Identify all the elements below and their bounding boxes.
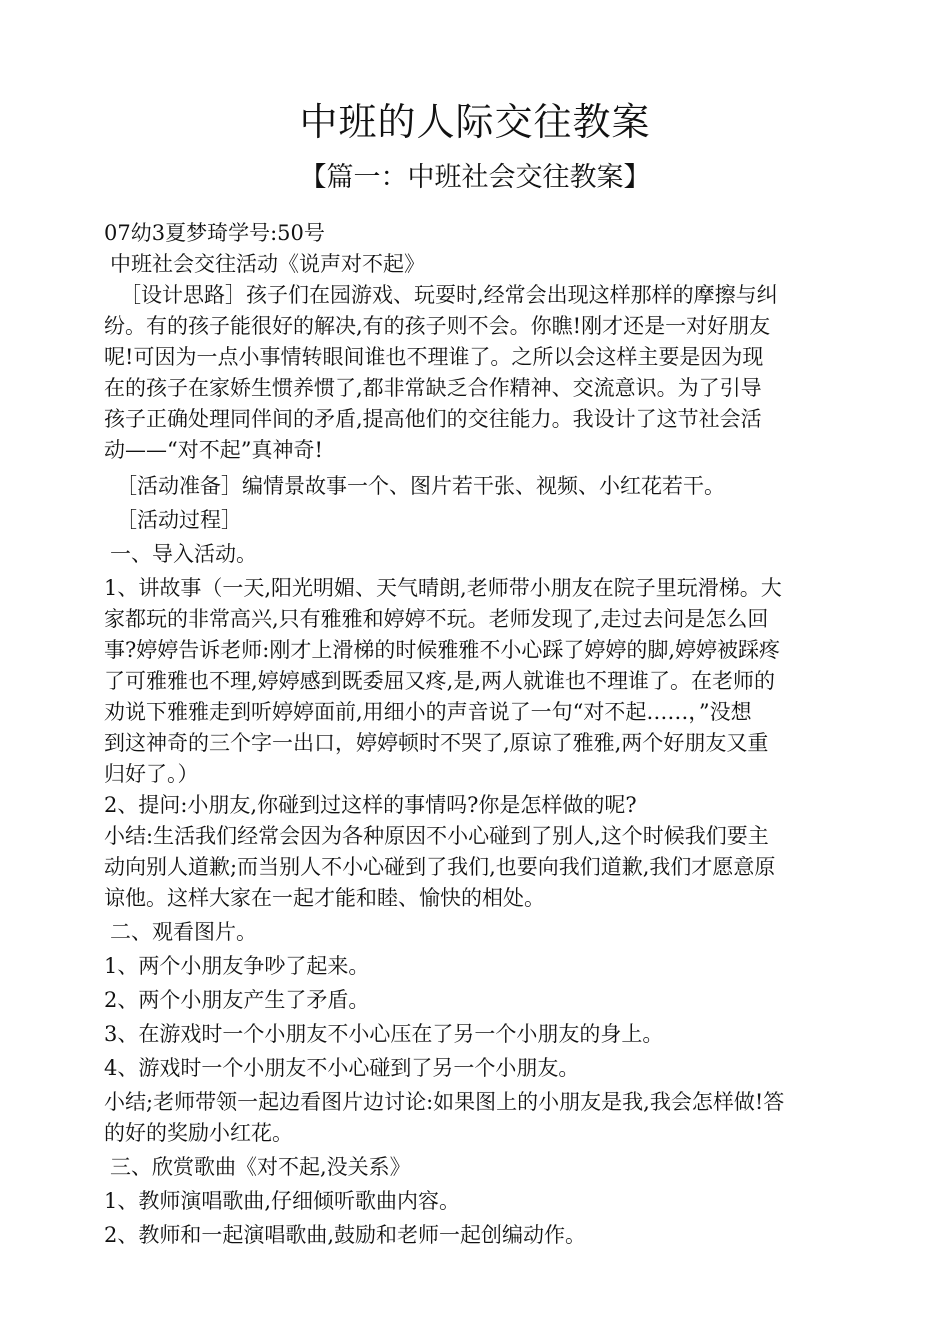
list-item: 2、两个小朋友产生了矛盾。 (104, 988, 370, 1012)
list-item: 2、教师和一起演唱歌曲,鼓励和老师一起创编动作。 (104, 1223, 587, 1247)
paragraph-line: 动向别人道歉;而当别人不小心碰到了我们,也要向我们道歉,我们才愿意原 (104, 855, 776, 879)
paragraph-line: 家都玩的非常高兴,只有雅雅和婷婷不玩。老师发现了,走过去问是怎么回 (104, 607, 769, 631)
paragraph-line: 在的孩子在家娇生惯养惯了,都非常缺乏合作精神、交流意识。为了引导 (104, 376, 762, 400)
paragraph-line: 孩子正确处理同伴间的矛盾,提高他们的交往能力。我设计了这节社会活 (104, 407, 762, 431)
list-item: 1、教师演唱歌曲,仔细倾听歌曲内容。 (104, 1189, 461, 1213)
document-title: 中班的人际交往教案 (299, 100, 651, 144)
author-line: 07幼3夏梦琦学号:50号 (104, 221, 325, 245)
paragraph-line: 小结;老师带领一起边看图片边讨论:如果图上的小朋友是我,我会怎样做!答 (104, 1090, 785, 1114)
paragraph-line: 事?婷婷告诉老师:刚才上滑梯的时候雅雅不小心踩了婷婷的脚,婷婷被踩疼 (104, 638, 781, 662)
activity-title: 中班社会交往活动《说声对不起》 (110, 252, 425, 276)
section-heading: 一、导入活动。 (110, 542, 257, 566)
paragraph-line: ［设计思路］孩子们在园游戏、玩耍时,经常会出现这样那样的摩擦与纠 (120, 283, 778, 307)
document-subtitle: 【篇一：中班社会交往教案】 (299, 162, 651, 193)
paragraph-line: 动——“对不起”真神奇! (104, 438, 323, 462)
paragraph-line: 纷。有的孩子能很好的解决,有的孩子则不会。你瞧!刚才还是一对好朋友 (104, 314, 771, 338)
section-heading: ［活动过程］ (116, 508, 242, 532)
paragraph-line: 劝说下雅雅走到听婷婷面前,用细小的声音说了一句“对不起……，”没想 (104, 700, 752, 724)
section-heading: 三、欣赏歌曲《对不起,没关系》 (110, 1155, 411, 1179)
paragraph-line: 的好的奖励小红花。 (104, 1121, 293, 1145)
paragraph-line: 小结:生活我们经常会因为各种原因不小心碰到了别人,这个时候我们要主 (104, 824, 769, 848)
list-item: 4、游戏时一个小朋友不小心碰到了另一个小朋友。 (104, 1056, 580, 1080)
section-heading: ［活动准备］编情景故事一个、图片若干张、视频、小红花若干。 (116, 474, 725, 498)
paragraph-line: 呢!可因为一点小事情转眼间谁也不理谁了。之所以会这样主要是因为现 (104, 345, 764, 369)
paragraph-line: 1、讲故事（一天,阳光明媚、天气晴朗,老师带小朋友在院子里玩滑梯。大 (104, 576, 782, 600)
paragraph-line: 了可雅雅也不理,婷婷感到既委屈又疼,是,两人就谁也不理谁了。在老师的 (104, 669, 776, 693)
document-body (104, 218, 864, 1251)
paragraph-line: 谅他。这样大家在一起才能和睦、愉快的相处。 (104, 886, 545, 910)
list-item: 2、提问:小朋友,你碰到过这样的事情吗?你是怎样做的呢? (104, 793, 637, 817)
list-item: 3、在游戏时一个小朋友不小心压在了另一个小朋友的身上。 (104, 1022, 664, 1046)
paragraph-line: 归好了。） (104, 762, 199, 786)
paragraph-line: 到这神奇的三个字一出口，婷婷顿时不哭了,原谅了雅雅,两个好朋友又重 (104, 731, 769, 755)
section-heading: 二、观看图片。 (110, 920, 257, 944)
list-item: 1、两个小朋友争吵了起来。 (104, 954, 370, 978)
